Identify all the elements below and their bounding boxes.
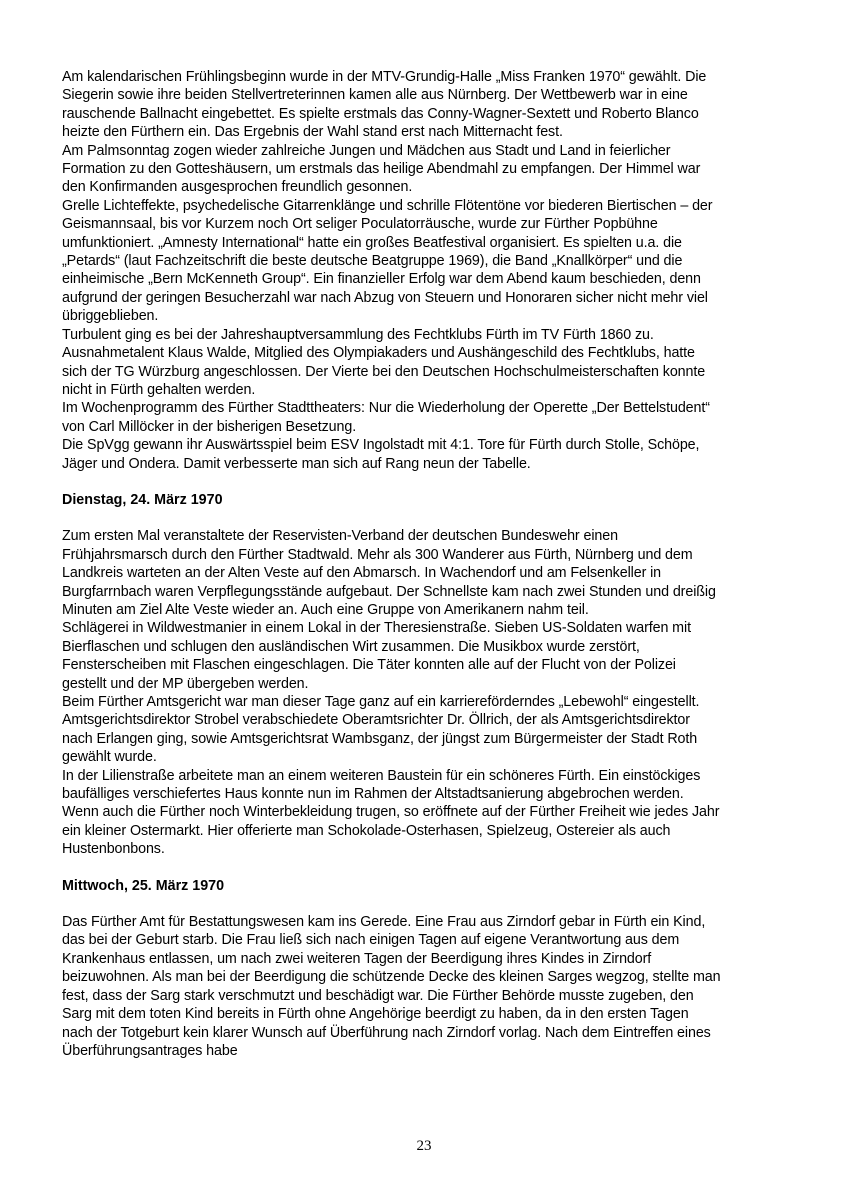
- page-number: 23: [416, 1138, 432, 1154]
- paragraph-bestattungswesen: Das Fürther Amt für Bestattungswesen kam ins Gerede. Eine Frau aus Zirndorf gebar in Fürth ein Kind, das bei der Geburt starb. Die Frau ließ sich nach einigen Tagen auf eigene Verantwortung aus dem Krankenhaus entlassen, um nach zwei weiteren Tagen der Beerdigung ihres Kindes in Zirndorf beizuwohnen. Als man bei der Beerdigung die schützende Decke des kleinen Sarges wegzog, stellte man fest, dass der Sarg stark verschmutzt und beschädigt war. Die Fürther Behörde musste zugeben, den Sarg mit dem toten Kind bereits in Fürth ohne Angehörige beerdigt zu haben, da in den ersten Tagen nach der Totgeburt kein klarer Wunsch auf Überführung nach Zirndorf vorlag. Nach dem Eintreffen eines Überführungsantrages habe: [62, 914, 721, 1059]
- spacer: [62, 509, 722, 527]
- document-page: [62, 68, 722, 1060]
- spacer: [62, 473, 722, 491]
- paragraph-fruehjahrsmarsch: Zum ersten Mal veranstaltete der Reservisten-Verband der deutschen Bundeswehr einen Frühjahrsmarsch durch den Fürther Stadtwald. Mehr als 300 Wanderer aus Fürth, Nürnberg und dem Landkreis warteten an der Alten Veste auf den Abmarsch. In Wachendorf und am Felsenkeller in Burgfarrnbach waren Verpflegungsstände aufgebaut. Der Schnellste kam nach zwei Stunden und dreißig Minuten am Ziel Alte Veste wieder an. Auch eine Gruppe von Amerikanern nahm teil.: [62, 528, 716, 618]
- date-heading-tuesday: Dienstag, 24. März 1970: [62, 491, 223, 508]
- paragraph-beatfestival: Grelle Lichteffekte, psychedelische Gitarrenklänge und schrille Flötentöne vor biederen Biertischen – der Geismannsaal, bis vor Kurzem noch Ort seliger Poculatorräusche, wurde zur Fürther Popbühne umfunktioniert. „Amnesty International“ hatte ein großes Beatfestival organisiert. Es spielten u.a. die „Petards“ (laut Fachzeitschrift die beste deutsche Beatgruppe 1969), die Band „Knallkörper“ und die einheimische „Bern McKenneth Group“. Ein finanzieller Erfolg war dem Abend kaum beschieden, denn aufgrund der geringen Besucherzahl war nach Abzug von Steuern und Honoraren sicher nicht mehr viel übriggeblieben.: [62, 197, 713, 325]
- paragraph-spvgg: Die SpVgg gewann ihr Auswärtsspiel beim ESV Ingolstadt mit 4:1. Tore für Fürth durch Stolle, Schöpe, Jäger und Ondera. Damit verbesserte man sich auf Rang neun der Tabelle.: [62, 437, 700, 472]
- paragraph-amtsgericht: Beim Fürther Amtsgericht war man dieser Tage ganz auf ein karriereförderndes „Lebewohl“ eingestellt. Amtsgerichtsdirektor Strobel verabschiedete Oberamtsrichter Dr. Öllrich, der als Amtsgerichtsdirektor nach Erlangen ging, sowie Amtsgerichtsrat Wambsganz, der jüngst zum Bürgermeister der Stadt Roth gewählt wurde.: [62, 694, 700, 766]
- spacer: [62, 859, 722, 877]
- paragraph-lilienstrasse: In der Lilienstraße arbeitete man an einem weiteren Baustein für ein schöneres Fürth. Ein einstöckiges baufälliges verschiefertes Haus konnte nun im Rahmen der Altstadtsanierung abgebrochen werden.: [62, 767, 701, 803]
- paragraph-stadttheater: Im Wochenprogramm des Fürther Stadttheaters: Nur die Wiederholung der Operette „Der Bettelstudent“ von Carl Millöcker in der bisherigen Besetzung.: [62, 400, 710, 435]
- date-heading-wednesday: Mittwoch, 25. März 1970: [62, 877, 225, 894]
- paragraph-fechtklub: Turbulent ging es bei der Jahreshauptversammlung des Fechtklubs Fürth im TV Fürth 1860 zu. Ausnahmetalent Klaus Walde, Mitglied des Olympiakaders und Aushängeschild des Fechtklubs, hatte sich der TG Würzburg angeschlossen. Der Vierte bei den Deutschen Hochschulmeisterschaften konnte nicht in Fürth gehalten werden.: [62, 326, 706, 398]
- paragraph-palmsonntag: Am Palmsonntag zogen wieder zahlreiche Jungen und Mädchen aus Stadt und Land in feierlicher Formation zu den Gotteshäusern, um erstmals das heilige Abendmahl zu empfangen. Der Himmel war den Konfirmanden ausgesprochen freundlich gesonnen.: [62, 142, 701, 196]
- paragraph-ostermarkt: Wenn auch die Fürther noch Winterbekleidung trugen, so eröffnete auf der Fürther Freiheit wie jedes Jahr ein kleiner Ostermarkt. Hier offerierte man Schokolade-Osterhasen, Spielzeug, Ostereier als auch Hustenbonbons.: [62, 804, 720, 858]
- section-wednesday: [62, 877, 722, 1061]
- spacer: [62, 895, 722, 913]
- paragraph-miss-franken: Am kalendarischen Frühlingsbeginn wurde in der MTV-Grundig-Halle „Miss Franken 1970“ gewählt. Die Siegerin sowie ihre beiden Stellvertreterinnen kamen alle aus Nürnberg. Der Wettbewerb war in eine rauschende Ballnacht eingebettet. Es spielte erstmals das Conny-Wagner-Sextett und Roberto Blanco heizte den Fürthern ein. Das Ergebnis der Wahl stand erst nach Mitternacht fest.: [62, 69, 707, 141]
- section-intro: [62, 68, 722, 473]
- section-tuesday: [62, 491, 722, 859]
- paragraph-schlaegerei: Schlägerei in Wildwestmanier in einem Lokal in der Theresienstraße. Sieben US-Soldaten warfen mit Bierflaschen und schlugen den ausländischen Wirt zusammen. Die Musikbox wurde zerstört, Fensterscheiben mit Flaschen eingeschlagen. Die Täter konnten alle auf der Flucht von der Polizei gestellt und der MP übergeben werden.: [62, 620, 691, 692]
